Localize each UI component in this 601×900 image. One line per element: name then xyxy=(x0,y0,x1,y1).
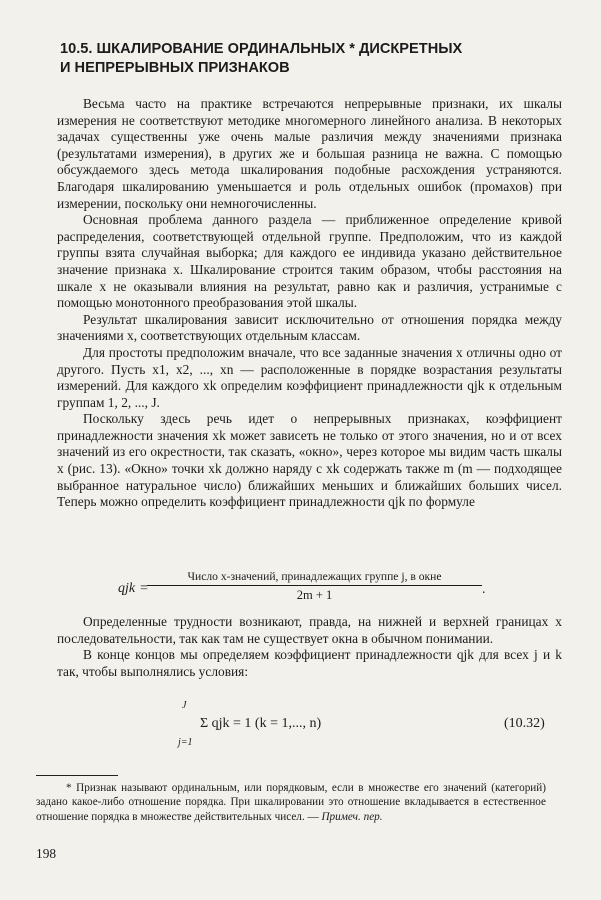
main-text-continued xyxy=(57,614,562,680)
membership-formula xyxy=(0,570,601,610)
section-heading xyxy=(60,40,560,78)
formula-denominator: 2m + 1 xyxy=(296,588,333,602)
formula-fraction xyxy=(147,570,482,603)
paragraph-6: Определенные трудности возникают, правда, на нижней и верхней границах x последовательности, так как там не существует окна в обычном понимании. xyxy=(57,614,562,646)
formula-equals-sign: = xyxy=(140,581,148,596)
sum-expression: Σ qjk = 1 (k = 1,..., n) xyxy=(200,716,322,731)
paragraph-5: Поскольку здесь речь идет о непрерывных признаках, коэффициент принадлежности значения xk может зависеть не только от этого значения, но и от всех значений из его окрестности, так сказать, «окно», через которое мы видим часть шкалы x (рис. 13). «Окно» точки xk должно наряду с xk содержать также m (m — подходящее выбранное натуральное число) ближайших меньших и ближайших больших чисел. Теперь можно определить коэффициент принадлежности qjk по формуле xyxy=(57,411,562,510)
equation-number: (10.32) xyxy=(504,716,545,731)
page-number: 198 xyxy=(36,846,57,861)
formula-lhs: qjk xyxy=(118,581,136,596)
footnote xyxy=(36,781,546,824)
footnote-paragraph xyxy=(36,781,546,824)
formula-period: . xyxy=(482,582,486,597)
footnote-separator xyxy=(36,775,118,776)
formula-numerator: Число x-значений, принадлежащих группе j, в окне xyxy=(147,570,482,586)
section-heading-line-1: 10.5. ШКАЛИРОВАНИЕ ОРДИНАЛЬНЫХ * ДИСКРЕТНЫХ xyxy=(60,41,463,57)
section-heading-line-2: И НЕПРЕРЫВНЫХ ПРИЗНАКОВ xyxy=(60,60,290,76)
main-text xyxy=(57,96,562,511)
paragraph-2: Основная проблема данного раздела — приближенное определение кривой распределения, соответствующей отдельной группе. Предположим, что из каждой группы взята случайная выборка; для каждого ее индивида указано действительное значение признака x. Шкалирование строится таким образом, чтобы расстояния на шкале x не оказывали влияния на результат, равно как и различия, устранимые с помощью монотонного преобразования этой шкалы. xyxy=(57,212,562,311)
sum-upper-limit: J xyxy=(182,700,187,711)
footnote-marker: * xyxy=(66,782,72,794)
sum-equation xyxy=(0,700,601,760)
paragraph-7: В конце концов мы определяем коэффициент принадлежности qjk для всех j и k так, чтобы выполнялись условия: xyxy=(57,647,562,679)
paragraph-3: Результат шкалирования зависит исключительно от отношения порядка между значениями x, соответствующих отдельным классам. xyxy=(57,311,562,344)
paragraph-4: Для простоты предположим вначале, что все заданные значения x отличны одно от другого. Пусть x1, x2, ..., xn — расположенные в порядке возрастания результаты измерений. Для каждого xk определим коэффициент принадлежности qjk к отдельным группам 1, 2, ..., J. xyxy=(57,344,562,410)
footnote-attribution: Примеч. пер. xyxy=(321,810,383,823)
sum-lower-limit: j=1 xyxy=(178,737,193,748)
paragraph-1: Весьма часто на практике встречаются непрерывные признаки, их шкалы измерения не соответствуют методике многомерного линейного анализа. В некоторых задачах существенны уже очень малые различия между значениями признака (результатами измерения), в других же и большая разница не важна. С помощью обсуждаемого здесь метода шкалирования подобные расхождения устраняются. Благодаря шкалированию уменьшается и роль отдельных ошибок (промахов) при измерении, поскольку они немногочисленны. xyxy=(57,96,562,211)
footnote-text: Признак называют ординальным, или порядковым, если в множестве его значений (категорий) задано какое-либо отношение порядка. При шкалировании это отношение вкладывается в естественное отношение порядка в множестве действительных чисел. — xyxy=(36,782,547,823)
